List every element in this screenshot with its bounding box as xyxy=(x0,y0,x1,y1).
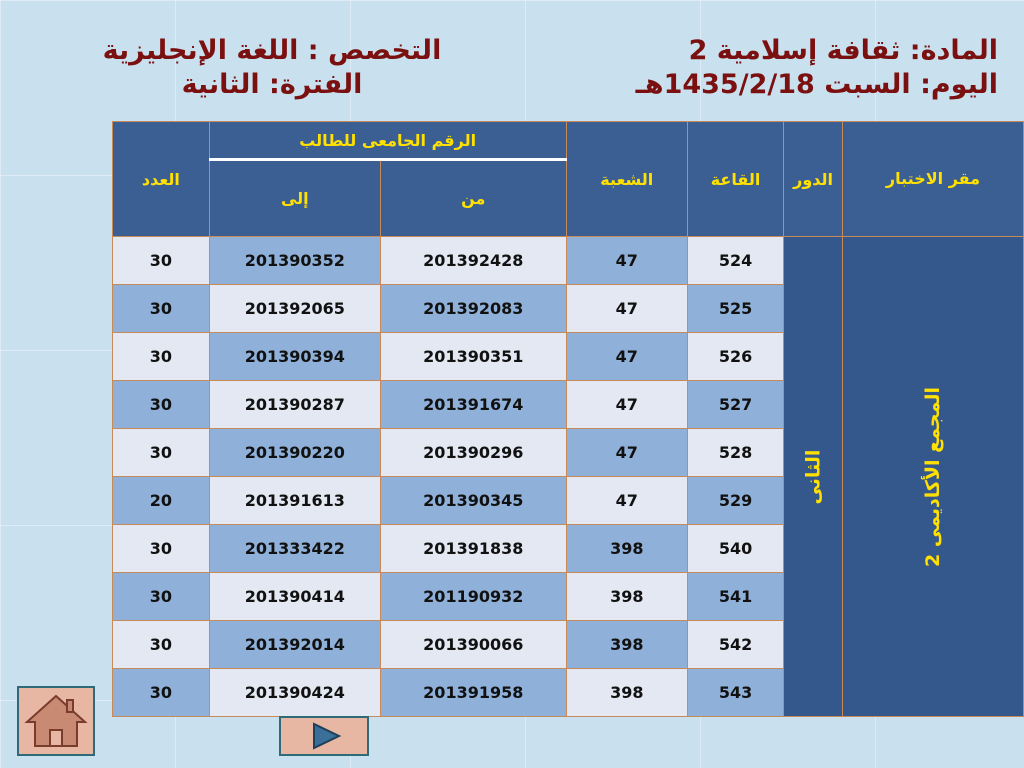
section-cell: 47 xyxy=(566,237,687,285)
place-value: المجمع الأكاديمى 2 xyxy=(921,386,944,567)
hall-cell: 525 xyxy=(687,285,783,333)
table-row xyxy=(113,237,1024,285)
section-cell: 398 xyxy=(566,525,687,573)
play-icon xyxy=(281,718,367,754)
header-from: من xyxy=(380,160,566,237)
section-cell: 398 xyxy=(566,573,687,621)
to-cell: 201390287 xyxy=(209,381,380,429)
next-button[interactable] xyxy=(279,716,369,756)
header-round: الدور xyxy=(784,122,843,237)
from-cell: 201391674 xyxy=(380,381,566,429)
header-section: الشعبة xyxy=(566,122,687,237)
home-icon xyxy=(19,688,93,754)
date-line: اليوم: السبت 1435/2/18هـ xyxy=(635,69,998,100)
to-cell: 201392014 xyxy=(209,621,380,669)
hall-cell: 528 xyxy=(687,429,783,477)
hall-cell: 527 xyxy=(687,381,783,429)
header-right xyxy=(636,34,998,102)
to-cell: 201390414 xyxy=(209,573,380,621)
to-cell: 201390220 xyxy=(209,429,380,477)
to-cell: 201390352 xyxy=(209,237,380,285)
to-cell: 201391613 xyxy=(209,477,380,525)
hall-cell: 541 xyxy=(687,573,783,621)
header-hall: القاعة xyxy=(687,122,783,237)
from-cell: 201390296 xyxy=(380,429,566,477)
round-value: الثانى xyxy=(802,449,825,504)
header-student-id: الرقم الجامعى للطالب xyxy=(209,122,566,160)
exam-table xyxy=(112,121,1024,717)
to-cell: 201392065 xyxy=(209,285,380,333)
header-left xyxy=(62,34,482,102)
count-cell: 30 xyxy=(113,333,210,381)
header-to: إلى xyxy=(209,160,380,237)
count-cell: 30 xyxy=(113,381,210,429)
major-line: التخصص : اللغة الإنجليزية xyxy=(102,35,442,66)
to-cell: 201390394 xyxy=(209,333,380,381)
home-button[interactable] xyxy=(17,686,95,756)
count-cell: 30 xyxy=(113,525,210,573)
header-place: مقر الاختبار xyxy=(843,122,1024,237)
count-cell: 20 xyxy=(113,477,210,525)
hall-cell: 540 xyxy=(687,525,783,573)
section-cell: 47 xyxy=(566,381,687,429)
section-cell: 47 xyxy=(566,285,687,333)
to-cell: 201333422 xyxy=(209,525,380,573)
section-cell: 47 xyxy=(566,477,687,525)
count-cell: 30 xyxy=(113,429,210,477)
to-cell: 201390424 xyxy=(209,669,380,717)
round-cell xyxy=(784,237,843,717)
section-cell: 398 xyxy=(566,669,687,717)
from-cell: 201391838 xyxy=(380,525,566,573)
from-cell: 201392083 xyxy=(380,285,566,333)
from-cell: 201390345 xyxy=(380,477,566,525)
count-cell: 30 xyxy=(113,621,210,669)
section-cell: 47 xyxy=(566,333,687,381)
count-cell: 30 xyxy=(113,237,210,285)
count-cell: 30 xyxy=(113,573,210,621)
header-count: العدد xyxy=(113,122,210,237)
section-cell: 398 xyxy=(566,621,687,669)
hall-cell: 524 xyxy=(687,237,783,285)
place-cell xyxy=(843,237,1024,717)
hall-cell: 542 xyxy=(687,621,783,669)
hall-cell: 526 xyxy=(687,333,783,381)
hall-cell: 529 xyxy=(687,477,783,525)
section-cell: 47 xyxy=(566,429,687,477)
hall-cell: 543 xyxy=(687,669,783,717)
subject-line: المادة: ثقافة إسلامية 2 xyxy=(688,35,998,66)
from-cell: 201190932 xyxy=(380,573,566,621)
from-cell: 201390066 xyxy=(380,621,566,669)
from-cell: 201391958 xyxy=(380,669,566,717)
from-cell: 201392428 xyxy=(380,237,566,285)
count-cell: 30 xyxy=(113,669,210,717)
count-cell: 30 xyxy=(113,285,210,333)
period-line: الفترة: الثانية xyxy=(181,69,363,100)
from-cell: 201390351 xyxy=(380,333,566,381)
